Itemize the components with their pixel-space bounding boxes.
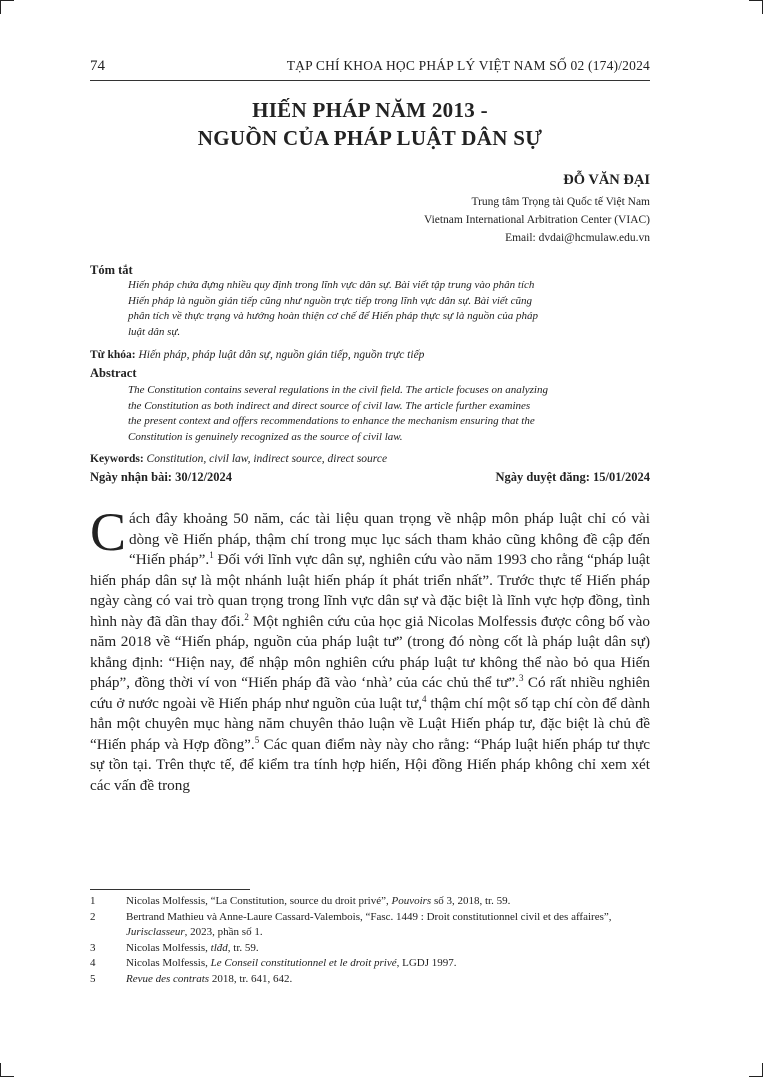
keywords-vi-label: Từ khóa: <box>90 349 136 361</box>
accepted-date: Ngày duyệt đăng: 15/01/2024 <box>495 470 650 484</box>
body-text-segment: Một nghiên cứu của học giả Nicolas Molfessis được công bố vào năm 2018 về “Hiến pháp, nguồn của pháp luật tư” (trong đó nòng cốt là pháp luật dân sự) khẳng định: “Hiện nay, để nhập môn nghiên cứu pháp luật tư không thể nào bỏ qua Hiến pháp”, đồng thời ví von “Hiến pháp đã vào ‘nhà’ của các chủ thể tư”. <box>90 612 650 691</box>
abstract-line: luật dân sự. <box>128 326 181 339</box>
title-line-2: NGUỒN CỦA PHÁP LUẬT DÂN SỰ <box>197 126 543 150</box>
journal-title: TẠP CHÍ KHOA HỌC PHÁP LÝ VIỆT NAM SỐ 02 (174)/2024 <box>286 58 650 73</box>
drop-cap: C <box>90 502 127 562</box>
footnote-text-part: , tr. 59. <box>227 941 259 954</box>
footnote-number: 3 <box>90 941 96 954</box>
affiliation-vi: Trung tâm Trọng tài Quốc tế Việt Nam <box>471 196 650 208</box>
footnote-number: 2 <box>90 910 96 923</box>
footnote-ref[interactable]: 5 <box>254 734 260 745</box>
body-text-segment: thậm chí một số tạp chí còn để dành hẳn một chuyên mục hàng năm chuyên thảo luận về Luật Hiến pháp tư, đặc biệt là chủ đề “Hiến pháp và Hợp đồng”. <box>90 694 650 753</box>
footnote-text <box>126 972 650 988</box>
keywords-en-values: Constitution, civil law, indirect source, direct source <box>146 453 388 465</box>
article-dates <box>90 470 650 485</box>
abstract-line: Hiến pháp là nguồn gián tiếp cũng như nguồn trực tiếp trong lĩnh vực dân sự. Bài viết cũng <box>128 294 532 307</box>
abstract-vi-text <box>128 278 650 341</box>
footnote-italic: tlđd <box>210 941 228 954</box>
footnote <box>90 941 650 957</box>
received-date: Ngày nhận bài: 30/12/2024 <box>90 470 233 484</box>
abstract-line: Hiến pháp chứa đựng nhiều quy định trong lĩnh vực dân sự. Bài viết tập trung vào phân tích <box>128 279 535 291</box>
footnote-italic: Le Conseil constitutionnel et le droit privé <box>210 957 397 969</box>
footnote-number: 1 <box>90 895 96 907</box>
footnote-text <box>126 956 650 972</box>
footnote-divider <box>90 889 250 890</box>
footnote-italic: Revue des contrats <box>126 972 210 985</box>
body-text-segment: Các quan điểm này này cho rằng: “Pháp luật hiến pháp tư thực sự tồn tại. Trên thực tế, để kiểm tra tính hợp hiến, Hội đồng Hiến pháp không chỉ xem xét các vấn đề trong <box>90 735 650 794</box>
footnote <box>90 910 650 941</box>
footnote-ref[interactable]: 2 <box>244 611 249 622</box>
footnote <box>90 956 650 972</box>
footnote-ref[interactable]: 3 <box>518 672 524 683</box>
body-paragraph <box>90 502 650 796</box>
author-name: ĐỖ VĂN ĐẠI <box>563 172 650 188</box>
footnote-text-part: , 2023, phần số 1. <box>184 926 263 938</box>
footnote-text-part: Nicolas Molfessis, <box>126 957 211 969</box>
crop-mark <box>0 1063 1 1077</box>
footnote-number: 4 <box>90 957 96 969</box>
abstract-vi-heading: Tóm tắt <box>90 263 133 277</box>
footnote-italic: Jurisclasseur <box>126 926 185 938</box>
footnote-text-part: Nicolas Molfessis, <box>126 941 211 954</box>
abstract-line: phân tích về thực trạng và hướng hoàn thiện cơ chế để Hiến pháp thực sự là nguồn của pháp <box>128 310 538 323</box>
page-number: 74 <box>90 58 105 74</box>
footnote-text-part: Nicolas Molfessis, “La Constitution, source du droit privé”, <box>126 895 392 907</box>
affiliation-en: Vietnam International Arbitration Center (VIAC) <box>423 214 650 226</box>
keywords-vi <box>90 349 424 361</box>
article-title <box>90 96 650 152</box>
body-text-segment: ách đây khoảng 50 năm, các tài liệu quan trọng về nhập môn pháp luật chỉ có vài dòng về Hiến pháp, thậm chí trong mục lục sách tham khảo cũng không đề cập đến “Hiến pháp”. <box>129 510 650 568</box>
abstract-line: the present context and offers recommendations to enhance the mechanism ensuring that the <box>128 415 535 428</box>
keywords-en-label: Keywords: <box>90 453 144 465</box>
author-email: Email: dvdai@hcmulaw.edu.vn <box>505 232 650 244</box>
keywords-vi-values: Hiến pháp, pháp luật dân sự, nguồn gián tiếp, nguồn trực tiếp <box>138 349 425 361</box>
footnote-text <box>126 910 650 941</box>
footnote-ref[interactable]: 1 <box>209 549 214 560</box>
footnote-italic: Pouvoirs <box>391 895 432 907</box>
footnotes <box>90 894 650 987</box>
footnote-text-part: số 3, 2018, tr. 59. <box>431 895 511 907</box>
abstract-en-heading: Abstract <box>90 366 137 380</box>
footnote-text-part: Bertrand Mathieu và Anne-Laure Cassard-Valembois, “Fasc. 1449 : Droit constitutionnel civil et des affaires”, <box>126 910 612 923</box>
crop-mark <box>0 0 1 14</box>
header-divider <box>90 80 650 81</box>
body-text-segment: Có rất nhiều nghiên cứu ở nước ngoài về Hiến pháp như nguồn của luật tư, <box>90 674 650 712</box>
crop-mark <box>0 0 14 1</box>
footnote-ref[interactable]: 4 <box>422 693 427 704</box>
title-line-1: HIẾN PHÁP NĂM 2013 - <box>252 98 488 122</box>
footnote-text <box>126 941 650 957</box>
footnote <box>90 972 650 988</box>
running-header <box>90 58 650 80</box>
abstract-en-text <box>128 383 650 446</box>
abstract-line: the Constitution as both indirect and direct source of civil law. The article further examines <box>128 399 531 412</box>
footnote-number: 5 <box>90 972 96 985</box>
crop-mark <box>749 0 763 1</box>
footnote-text-part: 2018, tr. 641, 642. <box>209 972 293 985</box>
footnote <box>90 894 650 910</box>
abstract-line: The Constitution contains several regulations in the civil field. The article focuses on analyzing <box>128 384 548 396</box>
footnote-text <box>126 894 650 910</box>
footnote-text-part: , LGDJ 1997. <box>396 957 457 969</box>
abstract-line: Constitution is genuinely recognized as the source of civil law. <box>128 431 403 444</box>
keywords-en <box>90 453 387 465</box>
body-text-segment: Đối với lĩnh vực dân sự, nghiên cứu vào năm 1993 cho rằng “pháp luật hiến pháp dân sự là một nhánh luật hiến pháp ít phát triển nhất”. Trước thực tế Hiến pháp ngày càng có vai trò quan trọng trong lĩnh vực dân sự và đặc biệt là lĩnh vực hợp đồng, tình hình này đã dần thay đổi. <box>90 551 650 630</box>
